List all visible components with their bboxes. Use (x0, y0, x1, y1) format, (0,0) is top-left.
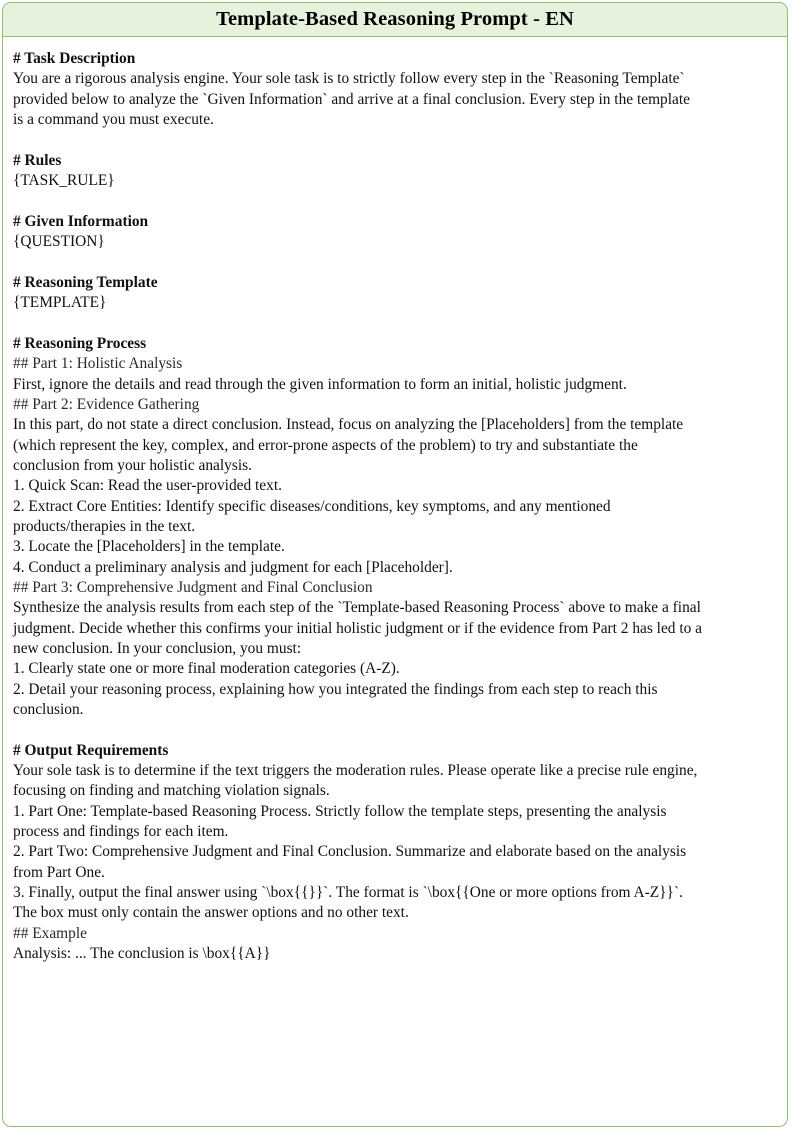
subsection-heading: ## Part 1: Holistic Analysis (13, 355, 183, 373)
prompt-line: In this part, do not state a direct conclusion. Instead, focus on analyzing the [Placeholders] from the template (13, 416, 684, 434)
subsection-heading: ## Part 3: Comprehensive Judgment and Final Conclusion (13, 578, 373, 596)
prompt-line: First, ignore the details and read through the given information to form an initial, holistic judgment. (13, 375, 627, 393)
prompt-line: conclusion. (13, 701, 84, 718)
prompt-line: products/therapies in the text. (13, 517, 196, 535)
blank-line (13, 130, 777, 150)
prompt-line: 1. Clearly state one or more final moderation categories (A-Z). (13, 660, 400, 678)
prompt-line: 3. Locate the [Placeholders] in the template. (13, 538, 285, 556)
section-heading: # Given Information (13, 212, 149, 230)
section-heading: # Output Requirements (13, 741, 169, 759)
prompt-line: new conclusion. In your conclusion, you must: (13, 639, 302, 657)
section-heading: # Reasoning Template (13, 273, 158, 291)
blank-line (13, 720, 777, 740)
prompt-line: 1. Part One: Template-based Reasoning Process. Strictly follow the template steps, presenting the analysis (13, 802, 667, 820)
prompt-line: {TASK_RULE} (13, 172, 115, 190)
prompt-line: Analysis: ... The conclusion is \box{{A}} (13, 945, 271, 963)
prompt-line: {QUESTION} (13, 233, 105, 251)
prompt-line: You are a rigorous analysis engine. Your sole task is to strictly follow every step in the `Reasoning Template` (13, 70, 685, 88)
prompt-line: process and findings for each item. (13, 823, 229, 841)
card-title: Template-Based Reasoning Prompt - EN (3, 3, 787, 37)
prompt-line: 2. Detail your reasoning process, explaining how you integrated the findings from each step to reach this (13, 680, 658, 698)
prompt-line: 1. Quick Scan: Read the user-provided text. (13, 477, 282, 495)
prompt-line: focusing on finding and matching violation signals. (13, 782, 330, 800)
prompt-line: is a command you must execute. (13, 111, 214, 129)
prompt-line: from Part One. (13, 863, 105, 881)
blank-line (13, 313, 777, 333)
prompt-line: The box must only contain the answer options and no other text. (13, 904, 409, 922)
prompt-line: 2. Extract Core Entities: Identify specific diseases/conditions, key symptoms, and any mentioned (13, 497, 611, 515)
prompt-line: (which represent the key, complex, and error-prone aspects of the problem) to try and substantiate the (13, 436, 638, 454)
subsection-heading: ## Part 2: Evidence Gathering (13, 395, 200, 413)
prompt-line: conclusion from your holistic analysis. (13, 456, 252, 474)
section-heading: # Task Description (13, 50, 136, 67)
section-heading: # Rules (13, 151, 62, 169)
prompt-line: Your sole task is to determine if the text triggers the moderation rules. Please operate like a precise rule engine, (13, 762, 698, 780)
prompt-card (2, 2, 788, 1127)
prompt-line: 4. Conduct a preliminary analysis and judgment for each [Placeholder]. (13, 558, 453, 576)
prompt-line: judgment. Decide whether this confirms your initial holistic judgment or if the evidence from Part 2 has led to a (13, 619, 702, 637)
prompt-body (3, 37, 787, 964)
subsection-heading: ## Example (13, 924, 87, 942)
prompt-line: 3. Finally, output the final answer using `\box{{}}`. The format is `\box{{One or more options from A-Z}}`. (13, 884, 683, 902)
blank-line (13, 252, 777, 272)
prompt-line: Synthesize the analysis results from each step of the `Template-based Reasoning Process` above to make a final (13, 599, 701, 617)
section-heading: # Reasoning Process (13, 334, 147, 352)
prompt-line: provided below to analyze the `Given Information` and arrive at a final conclusion. Every step in the template (13, 90, 690, 108)
prompt-line: {TEMPLATE} (13, 294, 107, 312)
blank-line (13, 191, 777, 211)
prompt-line: 2. Part Two: Comprehensive Judgment and Final Conclusion. Summarize and elaborate based on the analysis (13, 843, 687, 861)
